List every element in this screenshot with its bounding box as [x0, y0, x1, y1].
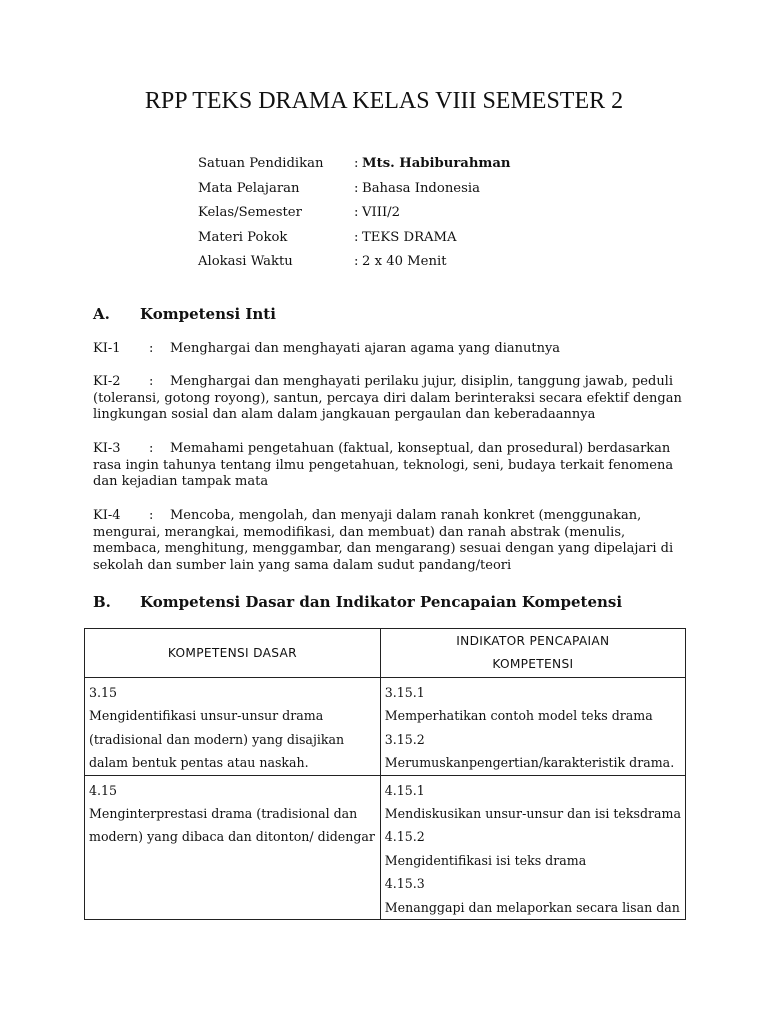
info-colon: :: [354, 254, 359, 269]
info-label: Alokasi Waktu: [198, 254, 293, 269]
ki-item: [93, 441, 683, 491]
info-label: Mata Pelajaran: [198, 180, 300, 196]
cell-line: dalam bentuk pentas atau naskah.: [89, 755, 309, 771]
info-row: [198, 181, 511, 206]
ki-code: KI-2: [93, 374, 121, 389]
table-header-row: [85, 629, 686, 678]
ki-code: KI-4: [93, 508, 121, 523]
ipk-cell: [380, 678, 685, 776]
ki-colon: :: [149, 441, 154, 456]
info-value: Bahasa Indonesia: [362, 180, 480, 196]
cell-line: Mengidentifikasi unsur-unsur drama: [89, 708, 324, 724]
section-letter: B.: [93, 593, 111, 611]
cell-line: Menanggapi dan melaporkan secara lisan dan: [384, 899, 680, 915]
cell-line: Merumuskanpengertian/karakteristik drama.: [384, 755, 675, 771]
info-label: Materi Pokok: [198, 229, 288, 245]
info-row: [198, 254, 511, 279]
ki-item: [93, 508, 683, 574]
cell-line: 4.15.3: [384, 876, 425, 892]
section-b-heading: [93, 593, 622, 611]
info-colon: :: [354, 205, 359, 220]
kd-cell: [85, 678, 381, 776]
header-indikator-line: INDIKATOR PENCAPAIAN: [456, 634, 610, 648]
cell-line: 4.15.1: [384, 782, 425, 798]
cell-line: Menginterprestasi drama (tradisional dan: [89, 806, 358, 822]
ki-code: KI-3: [93, 441, 121, 456]
info-value: VIII/2: [362, 205, 400, 220]
info-label: Satuan Pendidikan: [198, 156, 324, 171]
info-value: TEKS DRAMA: [362, 229, 457, 245]
section-title: Kompetensi Inti: [140, 305, 276, 323]
info-row: [198, 230, 511, 255]
info-colon: :: [354, 156, 359, 171]
cell-line: (tradisional dan modern) yang disajikan: [89, 731, 345, 747]
info-label: Kelas/Semester: [198, 205, 302, 220]
ki-text: Menghargai dan menghayati perilaku jujur, disiplin, tanggung jawab, peduli (toleransi, gotong royong), santun, percaya diri dalam berinteraksi secara efektif dengan lingkungan sosial dan alam dalam jangkauan pergaulan dan keberadaannya: [93, 374, 682, 423]
cell-line: 3.15.1: [384, 685, 425, 700]
competency-table: [84, 628, 686, 920]
cell-line: Mendiskusikan unsur-unsur dan isi teksdrama: [384, 806, 681, 822]
header-kompetensi-dasar: KOMPETENSI DASAR: [85, 629, 381, 678]
ki-text: Mencoba, mengolah, dan menyaji dalam ranah konkret (menggunakan, mengurai, merangkai, memodifikasi, dan membuat) dan ranah abstrak (menulis, membaca, menghitung, menggambar, dan mengarang) sesuai dengan yang dipelajari di sekolah dan sumber lain yang sama dalam sudut pandang/teori: [93, 508, 674, 573]
ki-colon: :: [149, 374, 154, 389]
cell-line: modern) yang dibaca dan ditonton/ didengar: [89, 829, 375, 845]
ki-item: [93, 341, 683, 358]
info-row: [198, 156, 511, 181]
ki-text: Menghargai dan menghayati ajaran agama yang dianutnya: [170, 341, 561, 356]
cell-line: 3.15: [89, 685, 118, 700]
cell-line: Memperhatikan contoh model teks drama: [384, 708, 653, 724]
info-value: 2 x 40 Menit: [362, 254, 447, 269]
header-indikator: [380, 629, 685, 678]
kd-cell: [85, 775, 381, 919]
cell-line: 4.15.2: [384, 829, 425, 845]
info-colon: :: [354, 229, 359, 245]
ki-code: KI-1: [93, 341, 121, 356]
info-row: [198, 205, 511, 230]
cell-line: 3.15.2: [384, 731, 425, 747]
section-a-heading: [93, 305, 276, 323]
cell-line: Mengidentifikasi isi teks drama: [384, 852, 587, 868]
identity-block: [198, 156, 511, 279]
info-colon: :: [354, 180, 359, 196]
page-title: RPP TEKS DRAMA KELAS VIII SEMESTER 2: [144, 88, 624, 114]
ipk-cell: [380, 775, 685, 919]
ki-colon: :: [149, 341, 154, 356]
section-title: Kompetensi Dasar dan Indikator Pencapaian Kompetensi: [140, 593, 623, 611]
ki-item: [93, 374, 683, 424]
ki-colon: :: [149, 508, 154, 523]
table-row: [85, 775, 686, 919]
header-indikator-line: KOMPETENSI: [492, 657, 574, 671]
table-row: [85, 678, 686, 776]
info-value: Mts. Habiburahman: [362, 156, 511, 171]
cell-line: 4.15: [89, 782, 118, 798]
ki-text: Memahami pengetahuan (faktual, konseptual, dan prosedural) berdasarkan rasa ingin tahunya tentang ilmu pengetahuan, teknologi, seni, budaya terkait fenomena dan kejadian tampak mata: [93, 441, 674, 490]
section-letter: A.: [93, 305, 110, 323]
